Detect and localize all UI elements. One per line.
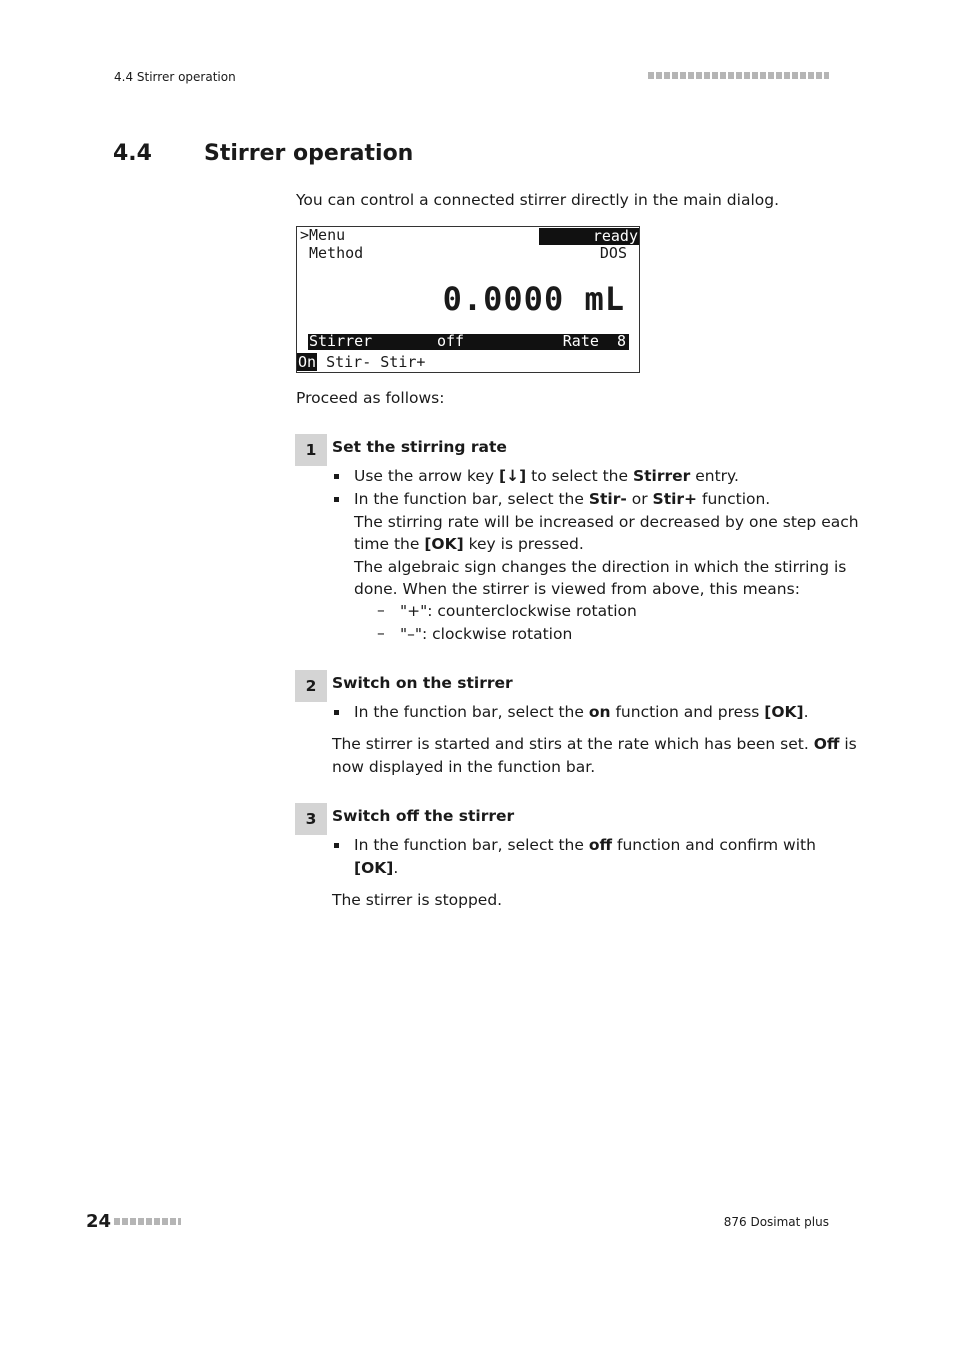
proceed-text: Proceed as follows:	[296, 389, 445, 407]
step-3-bullet-1: In the function bar, select the off function and confirm with [OK].	[354, 836, 816, 877]
bullet-icon	[334, 843, 339, 848]
display-volume: 0.0000 mL	[442, 280, 625, 318]
page-number: 24	[86, 1211, 112, 1232]
step-2-title: Switch on the stirrer	[332, 674, 513, 692]
dash-marker: –	[377, 624, 385, 642]
step-3-result: The stirrer is stopped.	[332, 891, 503, 909]
step-2-bullet-1: In the function bar, select the on function and press [OK].	[354, 703, 809, 721]
display-stirrer-state: off	[437, 332, 465, 350]
step-2-number: 2	[295, 670, 327, 702]
header-decoration	[648, 72, 829, 79]
display-stirrer-bar	[308, 334, 629, 350]
display-rate-value: 8	[616, 332, 626, 350]
display-menu: >Menu	[300, 226, 346, 244]
step-3-title: Switch off the stirrer	[332, 807, 515, 825]
step-1-bullet-2: In the function bar, select the Stir- or Stir+ function. The stirring rate will be increased or decreased by one step each time the [OK] key is pressed. The algebraic sign changes the direction in which the stirring is done. When the stirrer is viewed from above, this means:	[354, 490, 859, 598]
step-1-title: Set the stirring rate	[332, 438, 507, 456]
display-fn-rest: Stir- Stir+	[317, 353, 426, 371]
step-1-bullet-1: Use the arrow key [↓] to select the Stirrer entry.	[354, 467, 739, 485]
step-1-dash-2: "–": clockwise rotation	[400, 625, 573, 643]
product-name: 876 Dosimat plus	[723, 1215, 829, 1229]
step-3-number: 3	[295, 803, 327, 835]
bullet-icon	[334, 474, 339, 479]
display-rate	[563, 333, 626, 350]
step-2-result: The stirrer is started and stirs at the rate which has been set. Off is now displayed in the function bar.	[332, 735, 857, 776]
device-display	[296, 226, 640, 373]
bullet-icon	[334, 710, 339, 715]
step-1-dash-1: "+": counterclockwise rotation	[400, 602, 637, 620]
step-1-number: 1	[295, 434, 327, 466]
running-header: 4.4 Stirrer operation	[114, 70, 236, 84]
display-status: ready	[539, 228, 639, 245]
section-number: 4.4	[113, 141, 152, 166]
bullet-icon	[334, 497, 339, 502]
display-stirrer-label: Stirrer	[309, 332, 373, 350]
dash-marker: –	[377, 601, 385, 619]
intro-paragraph: You can control a connected stirrer directly in the main dialog.	[296, 191, 780, 209]
display-rate-label: Rate	[562, 332, 599, 350]
display-method-value: DOS	[599, 244, 627, 262]
display-function-bar	[297, 354, 425, 371]
display-method-label: Method	[309, 244, 364, 262]
footer-decoration	[114, 1218, 181, 1225]
display-fn-on: On	[298, 353, 317, 371]
section-title: Stirrer operation	[204, 141, 414, 166]
